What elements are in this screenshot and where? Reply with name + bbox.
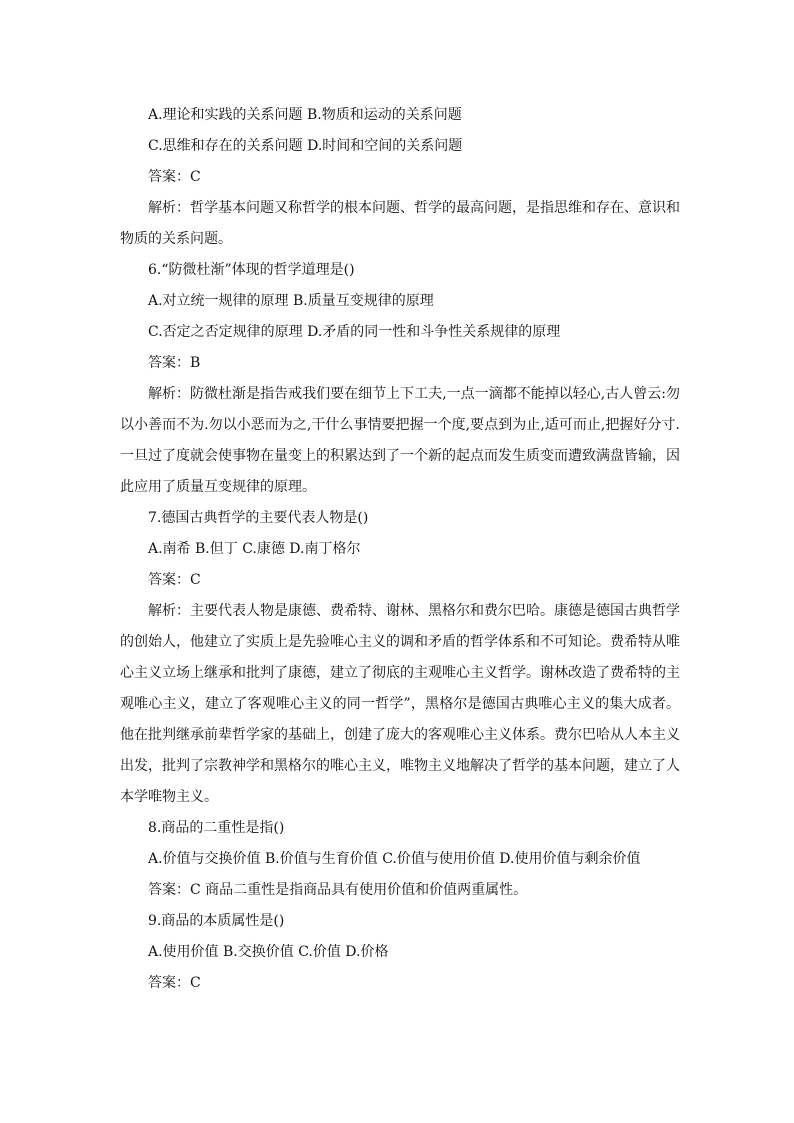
analysis-paragraph: 解析：主要代表人物是康德、费希特、谢林、黑格尔和费尔巴哈。康德是德国古典哲学的创始人，他建立了实质上是先验唯心主义的调和矛盾的哲学体系和不可知论。费希特从唯心主义立场上继承和批判了康德，建立了彻底的主观唯心主义哲学。谢林改造了费希特的主观唯心主义，建立了客观唯心主义的同一哲学”，黑格尔是德国古典唯心主义的集大成者。他在批判继承前辈哲学家的基础上，创建了庞大的客观唯心主义体系。费尔巴哈从人本主义出发，批判了宗教神学和黑格尔的唯心主义，唯物主义地解决了哲学的基本问题，建立了人本学唯物主义。 bbox=[120, 603, 680, 805]
answer-line: 答案：C bbox=[148, 169, 201, 185]
document-body bbox=[120, 100, 680, 999]
option-line: A.使用价值 B.交换价值 C.价值 D.价格 bbox=[148, 944, 389, 960]
answer-line: 答案：C 商品二重性是指商品具有使用价值和价值两重属性。 bbox=[148, 882, 528, 898]
option-line: A.理论和实践的关系问题 B.物质和运动的关系问题 bbox=[148, 107, 462, 123]
answer-line: 答案：B bbox=[148, 355, 201, 371]
question-line: 9.商品的本质属性是() bbox=[148, 913, 285, 929]
option-line: A.价值与交换价值 B.价值与生育价值 C.价值与使用价值 D.使用价值与剩余价值 bbox=[148, 851, 641, 867]
question-line: 8.商品的二重性是指() bbox=[148, 820, 285, 836]
option-line: C.否定之否定规律的原理 D.矛盾的同一性和斗争性关系规律的原理 bbox=[148, 324, 561, 340]
answer-line: 答案：C bbox=[148, 975, 201, 991]
question-line: 7.德国古典哲学的主要代表人物是() bbox=[148, 510, 369, 526]
option-line: A.南希 B.但丁 C.康德 D.南丁格尔 bbox=[148, 541, 361, 557]
analysis-paragraph: 解析：哲学基本问题又称哲学的根本问题、哲学的最高问题，是指思维和存在、意识和物质的关系问题。 bbox=[120, 200, 680, 247]
question-line: 6.“防微杜渐”体现的哲学道理是() bbox=[148, 262, 355, 278]
analysis-paragraph: 解析：防微杜渐是指告戒我们要在细节上下工夫,一点一滴都不能掉以轻心,古人曾云:勿以小善而不为.勿以小恶而为之,干什么事情要把握一个度,要点到为止,适可而止,把握好分寸.一旦过了度就会使事物在量变上的积累达到了一个新的起点而发生质变而遭致满盘皆输，因此应用了质量互变规律的原理。 bbox=[120, 386, 680, 495]
answer-line: 答案：C bbox=[148, 572, 201, 588]
option-line: C.思维和存在的关系问题 D.时间和空间的关系问题 bbox=[148, 138, 463, 154]
option-line: A.对立统一规律的原理 B.质量互变规律的原理 bbox=[148, 293, 434, 309]
